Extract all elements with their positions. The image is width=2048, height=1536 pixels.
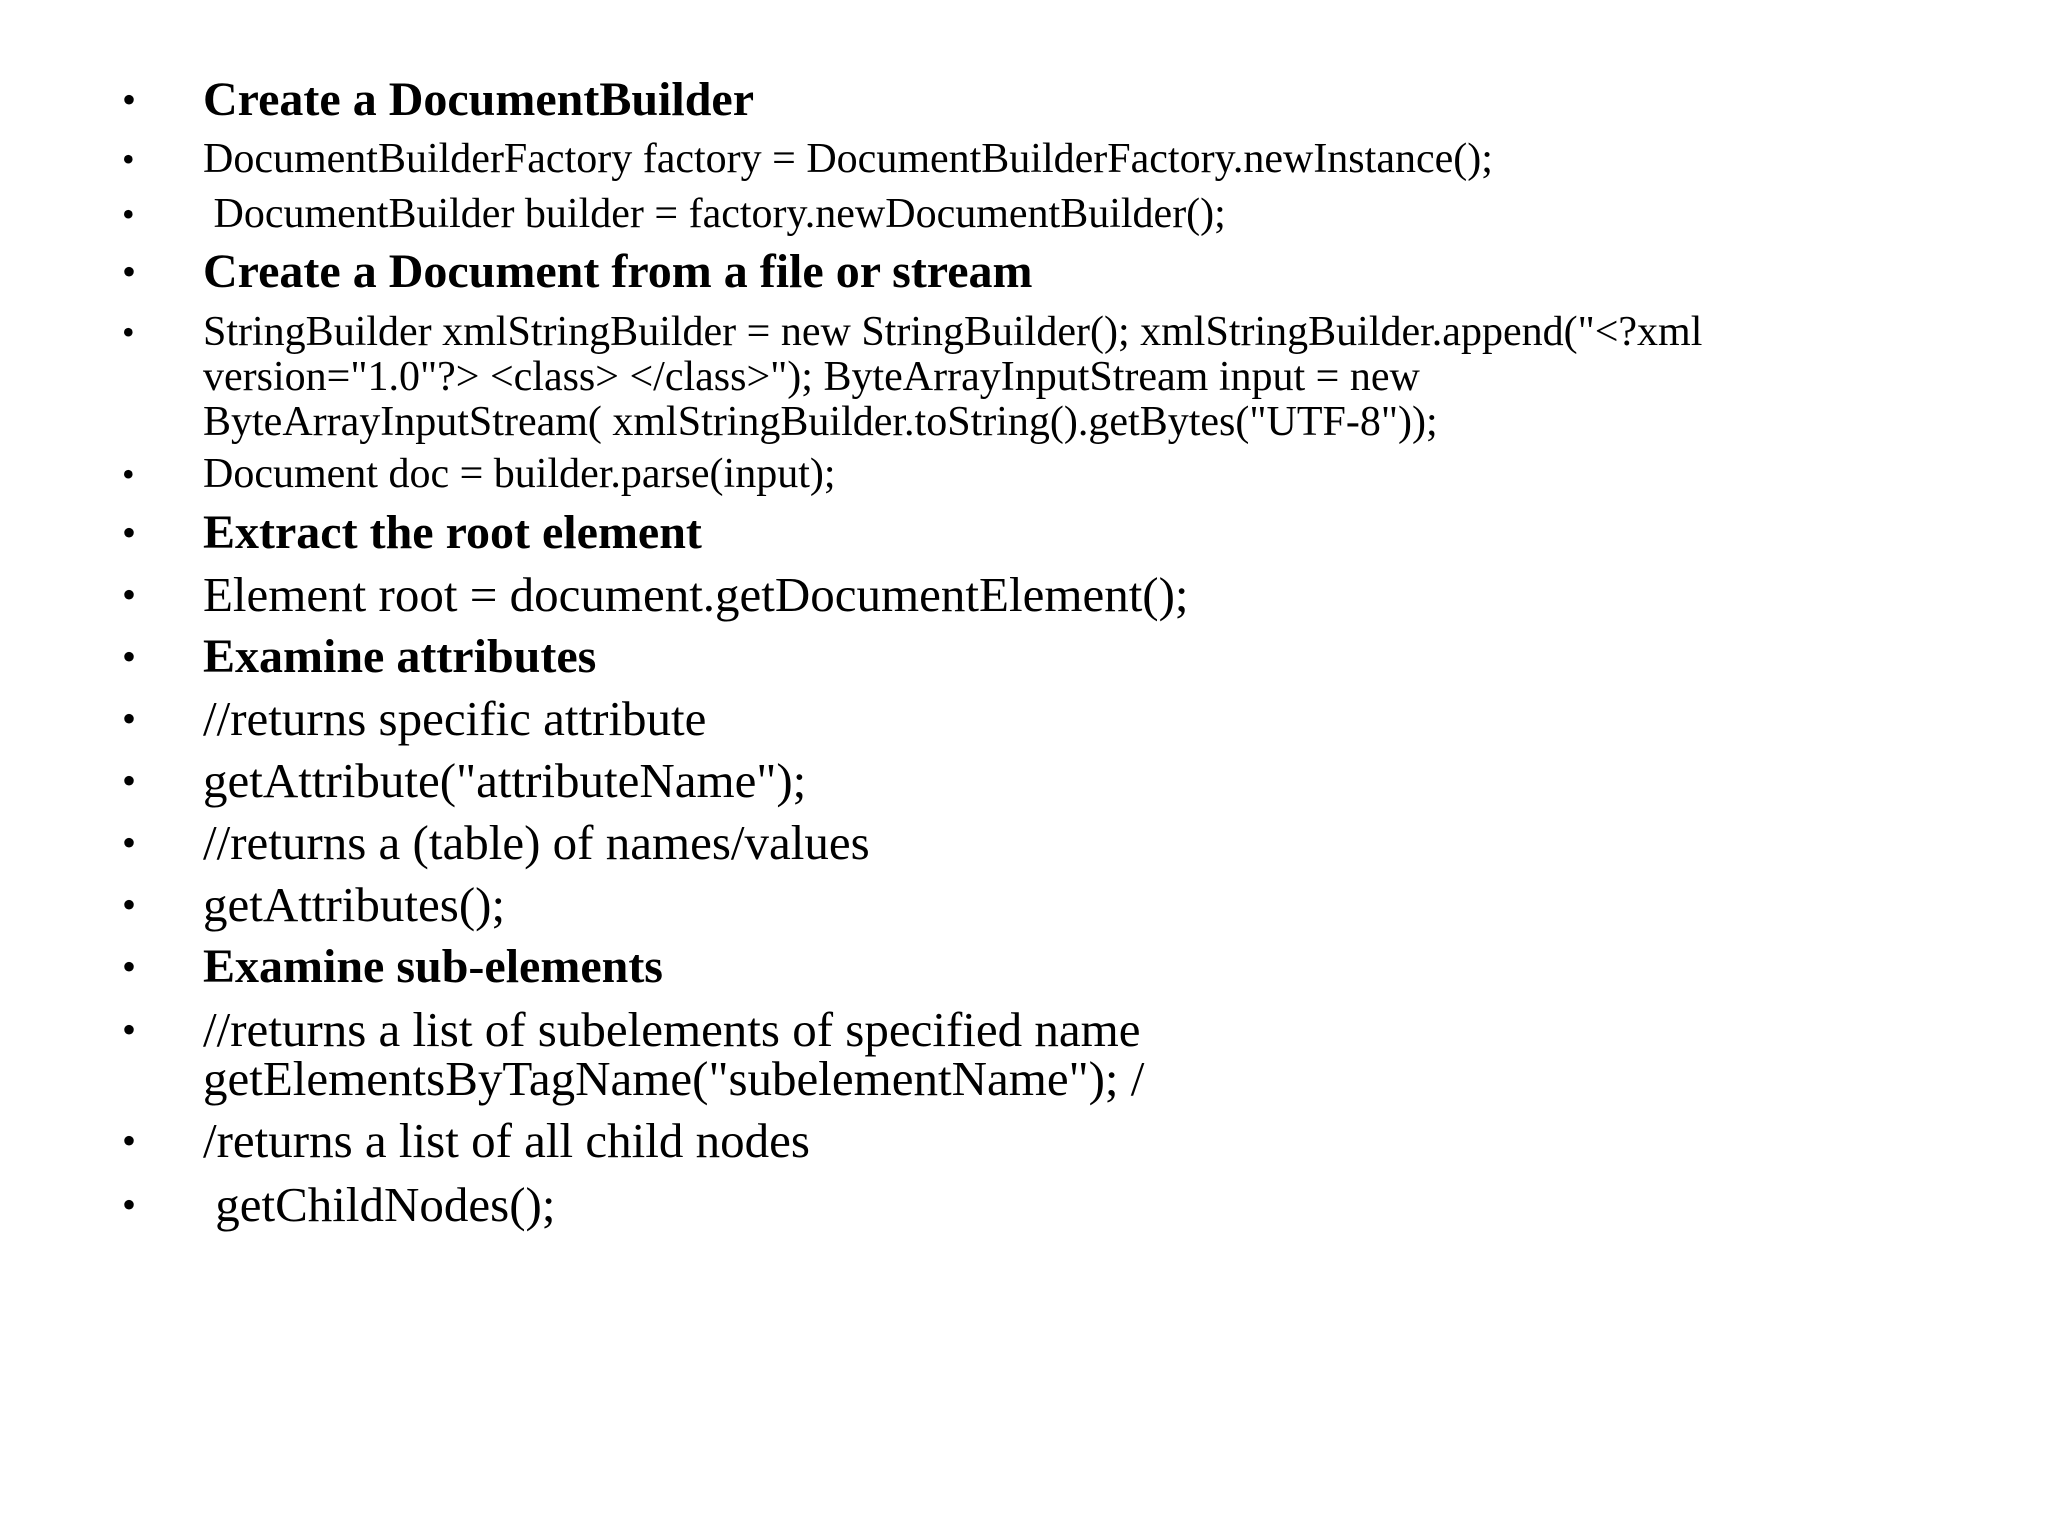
section-heading: Create a DocumentBuilder	[203, 73, 755, 126]
code-comment: //returns a (table) of names/values	[203, 815, 870, 870]
bullet-marker: •	[122, 944, 137, 989]
code-line: StringBuilder xmlStringBuilder = new StringBuilder(); xmlStringBuilder.append("<?xml	[203, 309, 1703, 355]
section-heading: Extract the root element	[203, 506, 702, 559]
code-line: getChildNodes();	[203, 1177, 556, 1232]
code-comment: //returns a list of subelements of specified name	[203, 1002, 1141, 1057]
code-comment: //returns specific attribute	[203, 691, 707, 746]
bullet-marker: •	[122, 249, 137, 294]
bullet-marker: •	[122, 1007, 137, 1052]
code-line: version="1.0"?> <class> </class>"); ByteArrayInputStream input = new	[203, 354, 1420, 400]
bullet-marker: •	[122, 194, 135, 234]
code-line: getAttributes();	[203, 877, 506, 932]
bullet-marker: •	[122, 1182, 137, 1227]
code-line: ByteArrayInputStream( xmlStringBuilder.toString().getBytes("UTF-8"));	[203, 399, 1438, 445]
bullet-marker: •	[122, 820, 137, 865]
bullet-marker: •	[122, 139, 135, 179]
bullet-marker: •	[122, 77, 137, 122]
code-line: Document doc = builder.parse(input);	[203, 451, 836, 497]
code-line: getAttribute("attributeName");	[203, 753, 807, 808]
bullet-marker: •	[122, 696, 137, 741]
bullet-marker: •	[122, 882, 137, 927]
section-heading: Examine sub-elements	[203, 940, 663, 993]
code-line: DocumentBuilderFactory factory = DocumentBuilderFactory.newInstance();	[203, 136, 1493, 182]
section-heading: Create a Document from a file or stream	[203, 245, 1033, 298]
bullet-marker: •	[122, 634, 137, 679]
bullet-marker: •	[122, 758, 137, 803]
section-heading: Examine attributes	[203, 630, 597, 683]
code-line: DocumentBuilder builder = factory.newDocumentBuilder();	[203, 191, 1226, 237]
code-line: Element root = document.getDocumentElement();	[203, 567, 1189, 622]
bullet-marker: •	[122, 510, 137, 555]
bullet-marker: •	[122, 454, 135, 494]
bullet-marker: •	[122, 312, 135, 352]
code-line: getElementsByTagName("subelementName"); /	[203, 1051, 1145, 1106]
code-comment: /returns a list of all child nodes	[203, 1113, 810, 1168]
bullet-marker: •	[122, 572, 137, 617]
bullet-marker: •	[122, 1118, 137, 1163]
